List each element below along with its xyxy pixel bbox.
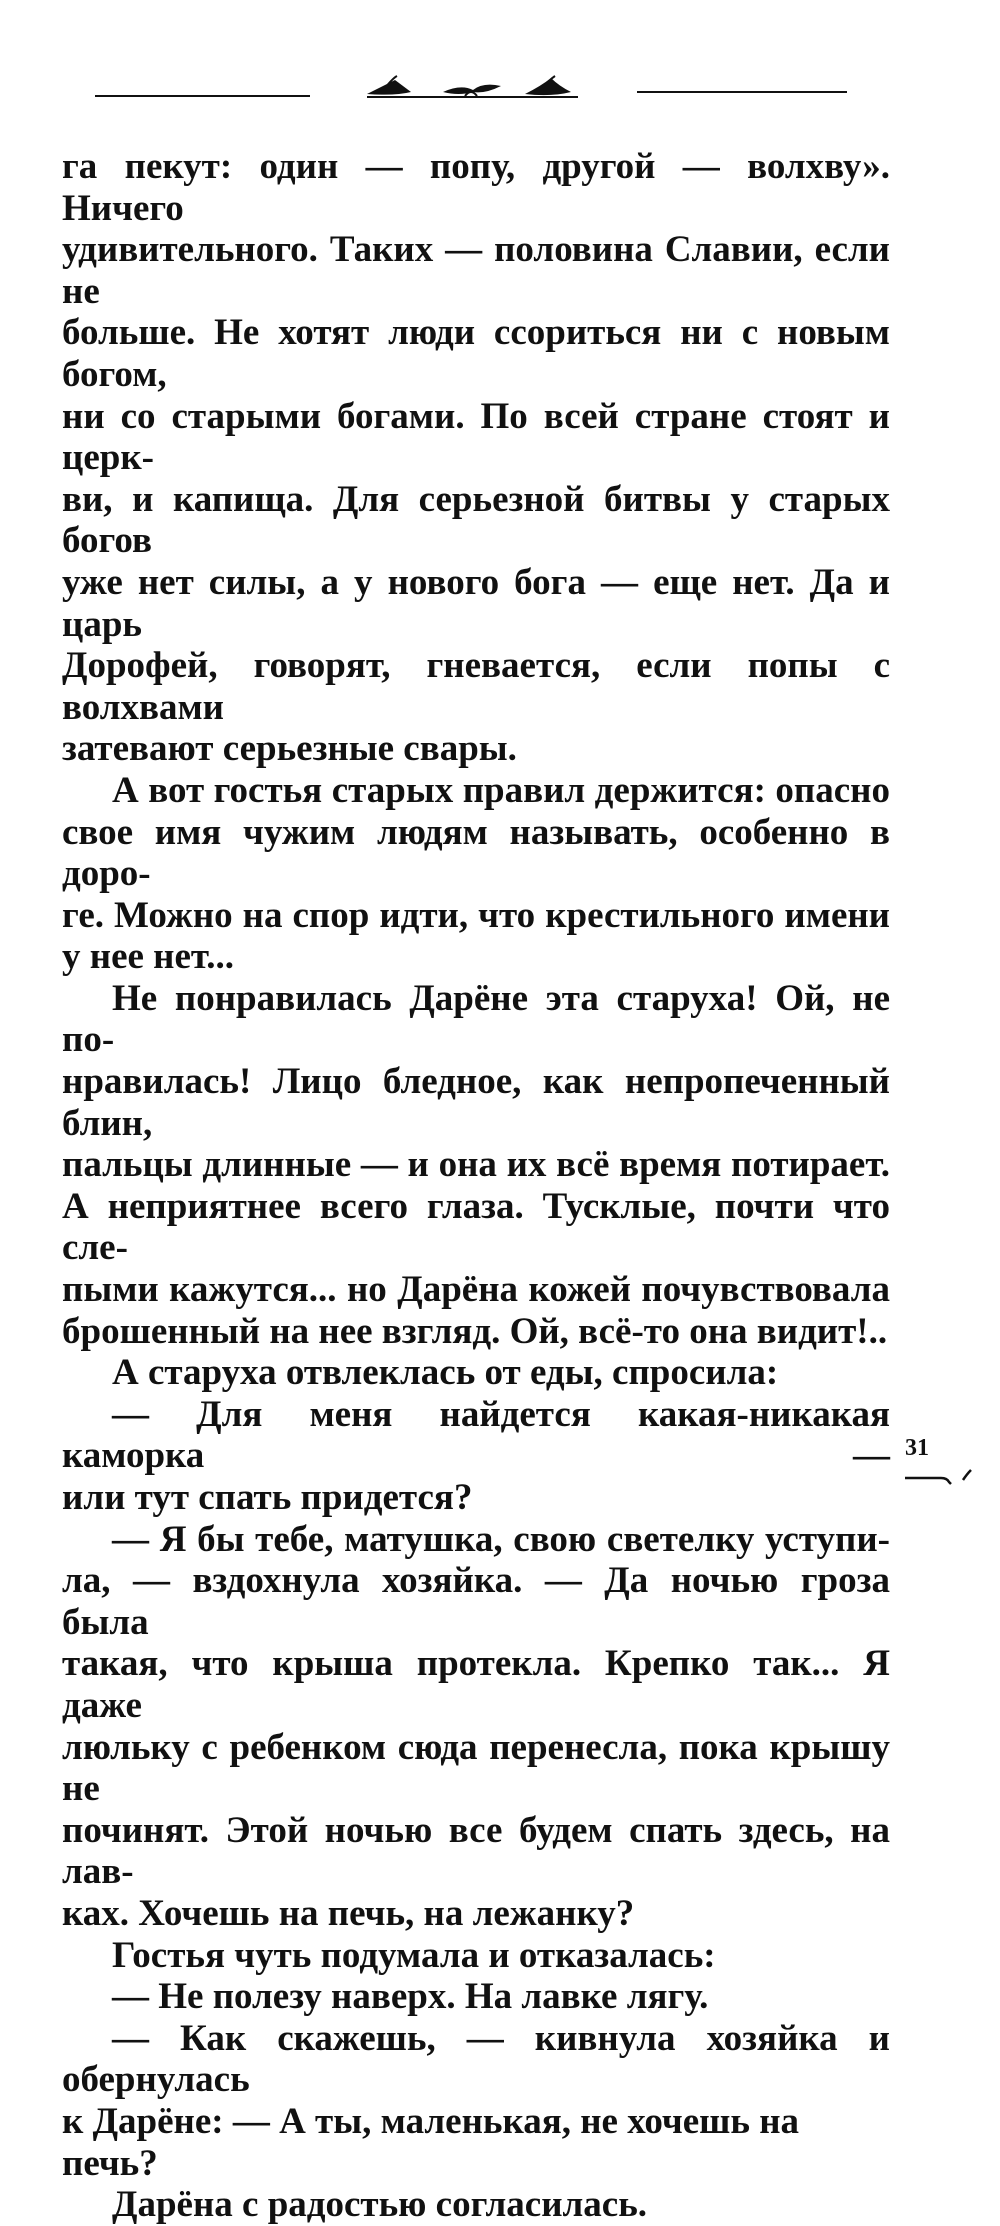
page-header: [0, 60, 1000, 120]
paragraph: [62, 1352, 890, 1394]
text-line: Не понравилась Дарёне эта старуха! Ой, не по-: [62, 977, 890, 1061]
text-line: ни со старыми богами. По всей стране стоят и церк-: [62, 395, 890, 479]
paragraph: [62, 1519, 890, 1935]
text-line: га пекут: один — попу, другой — волхву». Ничего: [62, 146, 890, 229]
vine-ornament-icon: [365, 70, 580, 106]
text-line: пальцы длинные — и она их всё время потирает.: [62, 1144, 890, 1186]
paragraph: [62, 1976, 890, 2018]
text-line: пыми кажутся... но Дарёна кожей почувствовала: [62, 1269, 890, 1311]
paragraph: [62, 1935, 890, 1977]
text-line: — Как скажешь, — кивнула хозяйка и обернулась: [62, 2017, 890, 2101]
text-line: у нее нет...: [62, 936, 235, 978]
text-line: удивительного. Таких — половина Славии, если не: [62, 229, 890, 312]
text-line: Гостья чуть подумала и отказалась:: [112, 1934, 716, 1976]
text-line: А неприятнее всего глаза. Тусклые, почти что сле-: [62, 1185, 890, 1269]
text-line: к Дарёне: — А ты, маленькая, не хочешь на печь?: [62, 2100, 800, 2184]
paragraph: [62, 146, 890, 770]
text-line: А старуха отвлеклась от еды, спросила:: [112, 1352, 779, 1394]
paragraph: [62, 2184, 890, 2226]
text-line: нравилась! Лицо бледное, как непропеченный блин,: [62, 1061, 890, 1144]
text-line: брошенный на нее взгляд. Ой, всё-то она видит!..: [62, 1310, 888, 1352]
text-line: починят. Этой ночью все будем спать здесь, на лав-: [62, 1809, 890, 1893]
text-line: ках. Хочешь на печь, на лежанку?: [62, 1892, 635, 1934]
text-line: — Для меня найдется какая-никакая каморка —: [62, 1393, 890, 1477]
text-line: — Я бы тебе, матушка, свою светелку уступи-: [112, 1518, 890, 1560]
text-line: или тут спать придется?: [62, 1477, 473, 1518]
text-line: ге. Можно на спор идти, что крестильного имени: [62, 894, 890, 936]
text-line: затевают серьезные свары.: [62, 728, 517, 770]
text-line: Дорофей, говорят, гневается, если попы с волхвами: [62, 645, 890, 728]
body-text: [62, 146, 890, 2226]
paragraph: [62, 978, 890, 1352]
text-line: люльку с ребенком сюда перенесла, пока крышу не: [62, 1726, 890, 1810]
paragraph: [62, 2018, 890, 2184]
page-number: 31: [905, 1435, 929, 1461]
paragraph: [62, 770, 890, 978]
text-line: больше. Не хотят люди ссориться ни с новым богом,: [62, 312, 890, 395]
text-line: — Не полезу наверх. На лавке лягу.: [112, 1976, 709, 2018]
text-line: свое имя чужим людям называть, особенно в доро-: [62, 811, 890, 895]
text-line: А вот гостья старых правил держится: опасно: [112, 769, 890, 811]
text-line: ла, — вздохнула хозяйка. — Да ночью гроза была: [62, 1560, 890, 1643]
header-rule-right: [637, 91, 847, 93]
text-line: ви, и капища. Для серьезной битвы у старых богов: [62, 478, 890, 562]
text-line: уже нет силы, а у нового бога — еще нет. Да и царь: [62, 561, 890, 645]
header-rule-left: [95, 95, 310, 97]
text-line: такая, что крыша протекла. Крепко так... Я даже: [62, 1643, 890, 1726]
page-footer: [0, 1430, 1000, 1510]
text-line: Дарёна с радостью согласилась.: [112, 2184, 648, 2226]
footer-flourish-icon: [905, 1466, 975, 1486]
